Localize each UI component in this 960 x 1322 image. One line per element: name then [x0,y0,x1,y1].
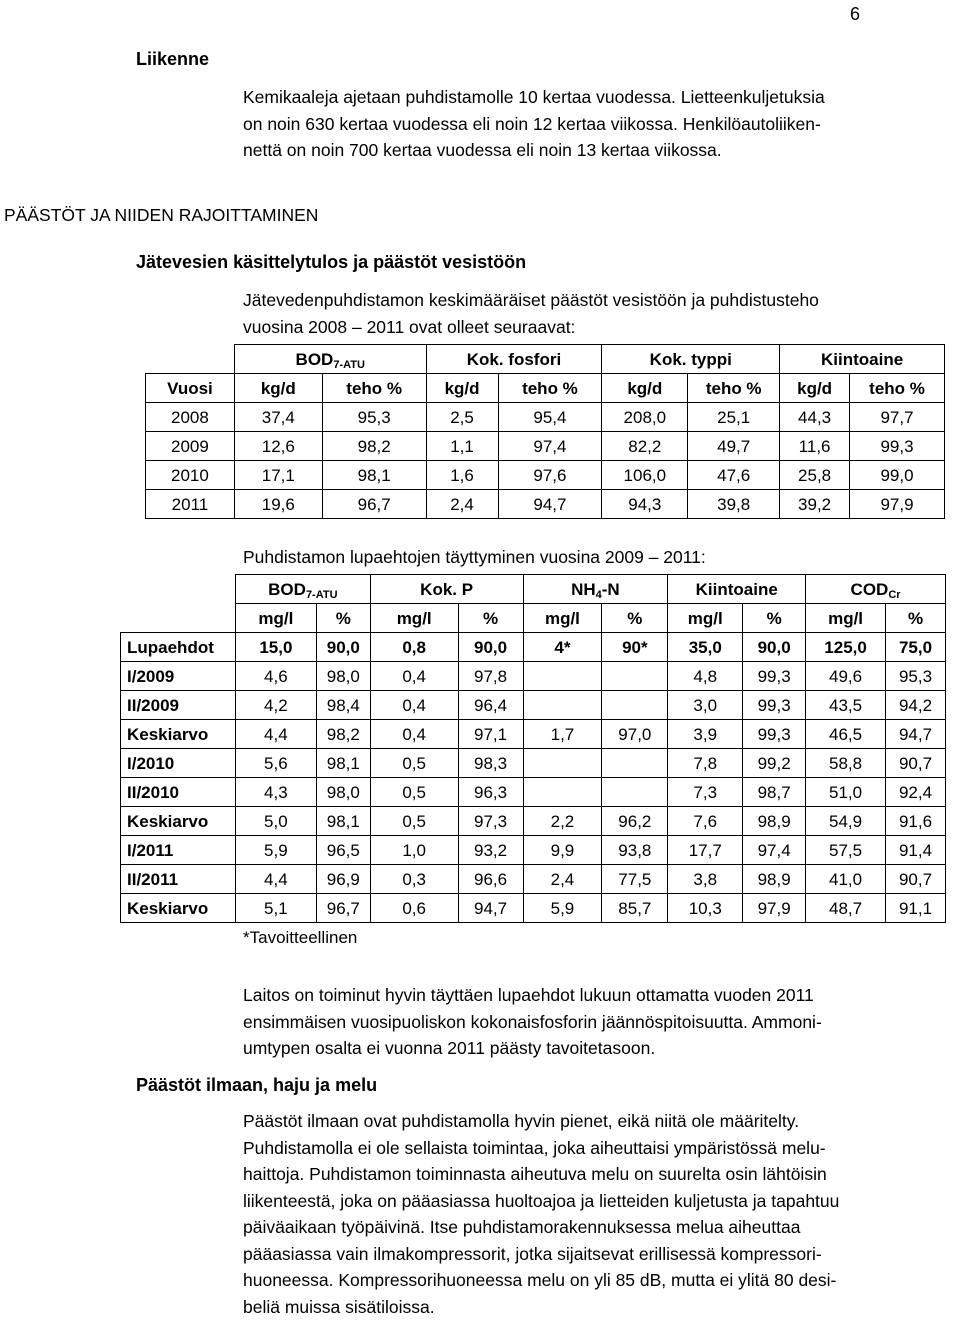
table-cell: 98,4 [316,691,370,720]
table-cell: 44,3 [780,403,850,432]
table-cell: 98,1 [322,461,426,490]
table-cell: 98,9 [743,865,806,894]
table-cell: 51,0 [806,778,886,807]
table-cell: 49,7 [688,432,780,461]
table-cell: 99,3 [743,691,806,720]
table-row [146,461,945,490]
column-header: mg/l [806,604,886,633]
table-row [121,778,946,807]
table-cell: 98,1 [316,749,370,778]
table-cell: 96,5 [316,836,370,865]
table-cell: 17,7 [668,836,743,865]
table-cell: 96,9 [316,865,370,894]
table-cell: 35,0 [668,633,743,662]
table-cell: 48,7 [806,894,886,923]
table-cell: 9,9 [523,836,602,865]
column-group-header: $COD_{Cr}$ [806,575,946,604]
text-line: Jätevedenpuhdistamon keskimääräiset päästöt vesistöön ja puhdistusteho [243,290,819,310]
table-cell: 4,8 [668,662,743,691]
table-cell: 11,6 [780,432,850,461]
table-cell: 19,6 [234,490,322,519]
column-group-header: Kok. typpi [602,345,780,374]
table-cell: 17,1 [234,461,322,490]
table-cell: 5,0 [235,807,316,836]
text-line: Puhdistamolla ei ole sellaista toimintaa, joka aiheuttaisi ympäristössä melu- [243,1137,826,1158]
table-cell: 75,0 [886,633,946,662]
table-cell: 1,0 [370,836,458,865]
row-label: 2008 [146,403,235,432]
table-cell: 2,5 [426,403,498,432]
table-cell: 1,1 [426,432,498,461]
permit-intro: Puhdistamon lupaehtojen täyttyminen vuosina 2009 – 2011: [243,547,706,567]
table-cell: 82,2 [602,432,688,461]
table-cell: 96,6 [458,865,523,894]
table-cell: 99,3 [743,662,806,691]
text-line: Päästöt ilmaan ovat puhdistamolla hyvin pienet, eikä niitä ole määritelty. [243,1111,800,1131]
column-header: teho % [322,374,426,403]
table-row [121,865,946,894]
table-cell: 99,2 [743,749,806,778]
table-cell: 96,4 [458,691,523,720]
table-cell: 97,8 [458,662,523,691]
table-cell: 0,5 [370,749,458,778]
table-cell: 1,7 [523,720,602,749]
table-units-row [121,604,946,633]
table-cell: 25,8 [780,461,850,490]
table-cell: 95,4 [498,403,602,432]
table-cell: 125,0 [806,633,886,662]
table-cell: 54,9 [806,807,886,836]
table-header-row [146,345,945,374]
table-cell: 12,6 [234,432,322,461]
page-number: 6 [850,4,861,24]
table-cell: 91,6 [886,807,946,836]
table-cell: 4,4 [235,720,316,749]
text-line: Laitos on toiminut hyvin täyttäen lupaehdot lukuun ottamatta vuoden 2011 [243,985,814,1005]
text-line: on noin 630 kertaa vuodessa eli noin 12 kertaa viikossa. Henkilöautoliiken- [243,113,821,134]
table-cell: 7,8 [668,749,743,778]
table-row [121,894,946,923]
table-cell: 85,7 [602,894,668,923]
table-cell: 95,3 [322,403,426,432]
column-header: teho % [688,374,780,403]
table-cell: 0,6 [370,894,458,923]
column-header: teho % [498,374,602,403]
table-cell: 98,0 [316,778,370,807]
table-cell: 92,4 [886,778,946,807]
table-cell: 97,1 [458,720,523,749]
table-cell: 97,0 [602,720,668,749]
column-header: Vuosi [146,374,235,403]
table-cell: 39,2 [780,490,850,519]
emissions-intro [243,287,953,340]
table-cell: 95,3 [886,662,946,691]
row-label: II/2010 [121,778,236,807]
table-row [121,807,946,836]
table-cell: 57,5 [806,836,886,865]
table-corner [121,604,236,633]
section-heading: PÄÄSTÖT JA NIIDEN RAJOITTAMINEN [4,205,319,225]
row-label: Keskiarvo [121,807,236,836]
table-cell: 96,7 [322,490,426,519]
text-line: Kemikaaleja ajetaan puhdistamolle 10 kertaa vuodessa. Lietteenkuljetuksia [243,87,825,107]
table-cell: 94,7 [458,894,523,923]
table-cell: 96,7 [316,894,370,923]
table-cell: 98,2 [322,432,426,461]
table-cell: 94,3 [602,490,688,519]
table-cell: 4,3 [235,778,316,807]
table-cell: 58,8 [806,749,886,778]
row-label: 2009 [146,432,235,461]
column-group-header: Kiintoaine [780,345,945,374]
table-cell: 96,2 [602,807,668,836]
column-header: kg/d [426,374,498,403]
column-group-header: $BOD_{7-ATU}$ [234,345,426,374]
table-cell: 90,7 [886,749,946,778]
table-cell: 93,2 [458,836,523,865]
table-cell: 4,2 [235,691,316,720]
table-row [121,836,946,865]
table-cell: 97,3 [458,807,523,836]
table-cell: 97,9 [743,894,806,923]
column-header: % [458,604,523,633]
table-cell: 10,3 [668,894,743,923]
air-heading: Päästöt ilmaan, haju ja melu [136,1075,378,1095]
table-cell: 3,9 [668,720,743,749]
table-cell: 2,2 [523,807,602,836]
column-group-header: $BOD_{7-ATU}$ [235,575,370,604]
row-label: 2010 [146,461,235,490]
row-label: Lupaehdot [121,633,236,662]
column-header: % [602,604,668,633]
table-cell [602,691,668,720]
column-group-header: Kok. P [370,575,523,604]
table-cell: 98,9 [743,807,806,836]
column-header: kg/d [780,374,850,403]
table-row [146,432,945,461]
column-group-header: Kiintoaine [668,575,806,604]
row-label: II/2011 [121,865,236,894]
row-label: I/2009 [121,662,236,691]
row-label: I/2010 [121,749,236,778]
table-cell: 41,0 [806,865,886,894]
table-cell: 97,9 [850,490,945,519]
table-cell: 90,7 [886,865,946,894]
row-label: I/2011 [121,836,236,865]
text-line: vuosina 2008 – 2011 ovat olleet seuraavat: [243,316,576,337]
table-cell: 91,4 [886,836,946,865]
row-label: Keskiarvo [121,720,236,749]
table-cell: 94,7 [886,720,946,749]
table-cell: 98,3 [458,749,523,778]
text-line: umtypen osalta ei vuonna 2011 päästy tavoitetasoon. [243,1038,656,1058]
table-cell: 97,7 [850,403,945,432]
table-cell: 3,8 [668,865,743,894]
table-cell: 0,4 [370,662,458,691]
table-cell: 93,8 [602,836,668,865]
table-cell: 98,2 [316,720,370,749]
table-row [146,490,945,519]
table-cell: 3,0 [668,691,743,720]
table-row [121,633,946,662]
column-header: kg/d [234,374,322,403]
table-cell: 37,4 [234,403,322,432]
text-line: huoneessa. Kompressorihuoneessa melu on yli 85 dB, mutta ei ylitä 80 desi- [243,1270,837,1290]
table-cell: 1,6 [426,461,498,490]
permit-table [120,574,946,923]
column-header: kg/d [602,374,688,403]
text-line: liikenteestä, joka on pääasiassa huoltoajoa ja lietteiden kuljetusta ja tapahtuu [243,1190,840,1211]
table-cell: 47,6 [688,461,780,490]
row-label: 2011 [146,490,235,519]
column-header: teho % [850,374,945,403]
subsection-heading: Jätevesien käsittelytulos ja päästöt vesistöön [136,252,527,272]
table-cell [523,691,602,720]
table-cell: 15,0 [235,633,316,662]
table-cell: 106,0 [602,461,688,490]
table-cell [523,749,602,778]
traffic-paragraph [243,84,953,164]
table-cell: 5,9 [523,894,602,923]
table-cell: 7,3 [668,778,743,807]
table-cell: 97,6 [498,461,602,490]
table-cell [602,662,668,691]
table-corner [146,345,235,374]
table-cell: 99,0 [850,461,945,490]
table-cell: 46,5 [806,720,886,749]
table-cell: 4* [523,633,602,662]
table-cell: 77,5 [602,865,668,894]
table-cell: 7,6 [668,807,743,836]
table-cell: 2,4 [426,490,498,519]
column-group-header: $NH_4-N$ [523,575,668,604]
table-cell: 5,6 [235,749,316,778]
table-cell: 98,7 [743,778,806,807]
table-cell: 94,2 [886,691,946,720]
text-line: haittoja. Puhdistamon toiminnasta aiheutuva melu on suurelta osin lähtöisin [243,1164,827,1184]
table-row [121,691,946,720]
air-paragraph [243,1108,953,1320]
table-cell: 4,6 [235,662,316,691]
table-cell [602,778,668,807]
table-row [121,662,946,691]
table-cell: 98,0 [316,662,370,691]
table-cell: 90,0 [316,633,370,662]
traffic-heading: Liikenne [136,49,210,69]
column-header: % [743,604,806,633]
row-label: Keskiarvo [121,894,236,923]
table-cell: 5,9 [235,836,316,865]
column-header: % [316,604,370,633]
emissions-table [145,344,945,519]
table-cell: 49,6 [806,662,886,691]
table-cell: 94,7 [498,490,602,519]
row-label: II/2009 [121,691,236,720]
table-cell [602,749,668,778]
table-row [121,749,946,778]
table-cell: 208,0 [602,403,688,432]
table-cell [523,778,602,807]
column-header: mg/l [668,604,743,633]
text-line: ensimmäisen vuosipuoliskon kokonaisfosforin jäännöspitoisuutta. Ammoni- [243,1011,822,1032]
table-cell: 0,5 [370,778,458,807]
permit-summary [243,982,953,1062]
text-line: pääasiassa vain ilmakompressorit, jotka sijaitsevat erillisessä kompressori- [243,1243,822,1264]
table-cell: 0,4 [370,720,458,749]
table-cell: 5,1 [235,894,316,923]
table-cell: 99,3 [850,432,945,461]
table-cell: 39,8 [688,490,780,519]
table-cell [523,662,602,691]
column-group-header: Kok. fosfori [426,345,602,374]
table-row [146,403,945,432]
table-units-row [146,374,945,403]
text-line: päiväaikaan työpäivinä. Itse puhdistamorakennuksessa melua aiheuttaa [243,1217,801,1237]
text-line: beliä muissa sisätiloissa. [243,1296,435,1317]
table-cell: 91,1 [886,894,946,923]
table-cell: 43,5 [806,691,886,720]
table-cell: 97,4 [498,432,602,461]
table-cell: 99,3 [743,720,806,749]
table-cell: 0,5 [370,807,458,836]
column-header: mg/l [370,604,458,633]
column-header: % [886,604,946,633]
column-header: mg/l [235,604,316,633]
footnote: *Tavoitteellinen [243,928,358,947]
table-cell: 90,0 [458,633,523,662]
table-cell: 25,1 [688,403,780,432]
table-cell: 90,0 [743,633,806,662]
table-cell: 4,4 [235,865,316,894]
table-header-row [121,575,946,604]
table-cell: 90* [602,633,668,662]
table-cell: 0,8 [370,633,458,662]
text-line: nettä on noin 700 kertaa vuodessa eli noin 13 kertaa viikossa. [243,140,722,160]
table-cell: 98,1 [316,807,370,836]
table-row [121,720,946,749]
table-corner [121,575,236,604]
table-cell: 0,3 [370,865,458,894]
table-cell: 96,3 [458,778,523,807]
table-cell: 2,4 [523,865,602,894]
column-header: mg/l [523,604,602,633]
table-cell: 97,4 [743,836,806,865]
table-cell: 0,4 [370,691,458,720]
